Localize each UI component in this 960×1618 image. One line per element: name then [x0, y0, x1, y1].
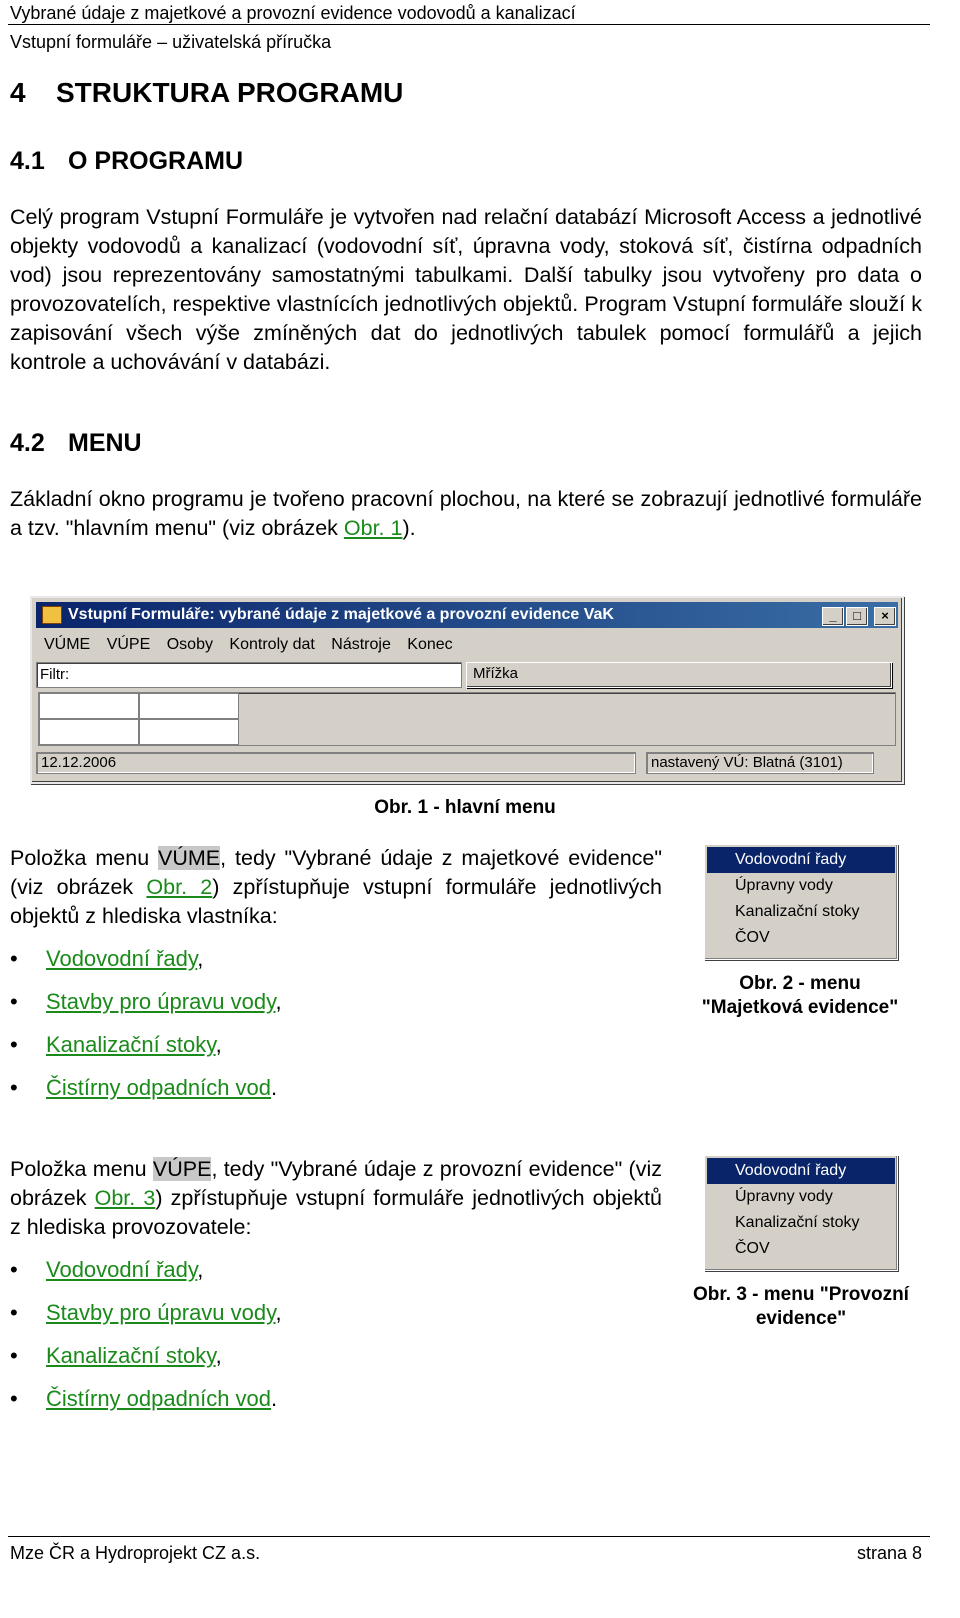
menu-item-kanalizacni-stoky[interactable]: Kanalizační stoky	[735, 903, 860, 920]
section-number: 4.2	[10, 429, 45, 457]
status-vu: nastavený VÚ: Blatná (3101)	[646, 752, 874, 774]
paragraph-text: Položka menu	[10, 1157, 153, 1181]
main-menubar	[38, 634, 459, 656]
highlight-vupe: VÚPE	[152, 1157, 212, 1181]
list-separator: ,	[275, 989, 282, 1014]
link-cistirny-odpadnich-vod[interactable]: Čistírny odpadních vod	[46, 1075, 272, 1100]
paragraph-text: ) zpřístupňuje vstupní formuláře jednotlivých objektů z hlediska provozovatele:	[10, 1186, 663, 1239]
menu-item-osoby[interactable]: Osoby	[166, 636, 213, 653]
grid-cell[interactable]	[139, 719, 239, 745]
section-4-1-paragraph: Celý program Vstupní Formuláře je vytvořen nad relační databází Microsoft Access a jednotlivé objekty vodovodů a kanalizací (vodovodní síť, úpravna vody, stoková síť, čistírna odpadních vod) jsou reprezentovány samostatnými tabulkami. Další tabulky jsou vytvořeny pro data o provozovatelích, respektive vlastnících jednotlivých objektů. Program Vstupní formuláře slouží k zapisování všech výše zmíněných dat do jednotlivých tabulek pomocí formulářů a jejich kontrole a uchovávání v databázi.	[10, 205, 922, 374]
menu-item-vupe[interactable]: VÚPE	[106, 636, 151, 653]
list-separator: ,	[215, 1343, 222, 1368]
list-item	[10, 1385, 282, 1428]
window-titlebar	[36, 602, 898, 628]
footer-page-number: strana 8	[856, 1543, 922, 1563]
main-window-screenshot	[30, 596, 904, 784]
figure-link-obr-1[interactable]: Obr. 1	[343, 516, 403, 540]
vupe-paragraph	[10, 1155, 662, 1242]
section-title: O PROGRAMU	[68, 147, 243, 175]
list-item	[10, 1074, 282, 1117]
menu-item-kontroly-dat[interactable]: Kontroly dat	[229, 636, 315, 653]
menu-provozni-evidence	[704, 1155, 898, 1271]
section-4-2-paragraph	[10, 485, 922, 543]
link-stavby-pro-upravu-vody[interactable]: Stavby pro úpravu vody	[46, 989, 276, 1014]
menu-item-vume[interactable]: VÚME	[44, 636, 91, 653]
list-separator: ,	[275, 1300, 282, 1325]
running-header-subtitle: Vstupní formuláře – uživatelská příručka	[10, 32, 332, 52]
grid-cell[interactable]	[39, 719, 139, 745]
menu-item-upravny-vody[interactable]: Úpravny vody	[735, 1188, 833, 1205]
link-kanalizacni-stoky[interactable]: Kanalizační stoky	[46, 1343, 216, 1368]
paragraph-text: ) zpřístupňuje vstupní formuláře jednotlivých objektů z hlediska vlastníka:	[10, 875, 663, 928]
link-vodovodni-rady[interactable]: Vodovodní řady	[46, 946, 198, 971]
list-item	[10, 988, 282, 1031]
caption-line: evidence"	[755, 1308, 847, 1329]
list-item	[10, 1031, 282, 1074]
section-heading-4-2	[10, 428, 142, 458]
figure-caption-3	[676, 1283, 926, 1331]
link-kanalizacni-stoky[interactable]: Kanalizační stoky	[46, 1032, 216, 1057]
highlight-vume: VÚME	[158, 846, 221, 870]
list-item	[10, 1342, 282, 1385]
figure-caption-2	[680, 972, 920, 1020]
minimize-button[interactable]: _	[822, 607, 844, 626]
paragraph-text: ).	[402, 516, 416, 540]
caption-line: "Majetková evidence"	[701, 997, 899, 1018]
filter-input[interactable]: Filtr:	[36, 662, 462, 688]
list-item	[10, 945, 282, 988]
menu-item-nastroje[interactable]: Nástroje	[331, 636, 391, 653]
menu-item-cov[interactable]: ČOV	[735, 1240, 770, 1257]
list-separator: .	[271, 1075, 278, 1100]
section-title: MENU	[68, 429, 142, 457]
section-number: 4.1	[10, 147, 45, 175]
app-icon	[42, 606, 62, 624]
window-title: Vstupní Formuláře: vybrané údaje z majetkové a provozní evidence VaK	[68, 606, 614, 623]
figure-caption-1: Obr. 1 - hlavní menu	[374, 797, 556, 818]
chapter-heading	[10, 76, 403, 110]
grid-cell[interactable]	[39, 693, 139, 719]
paragraph-text: Položka menu	[10, 846, 159, 870]
close-button[interactable]: ×	[874, 607, 896, 626]
menu-item-upravny-vody[interactable]: Úpravny vody	[735, 877, 833, 894]
paragraph-text: Základní okno programu je tvořeno pracovní plochou, na které se zobrazují jednotlivé formuláře a tzv. "hlavním menu" (viz obrázek	[10, 487, 922, 540]
list-separator: ,	[197, 1257, 204, 1282]
caption-line: Obr. 3 - menu "Provozní	[693, 1284, 909, 1305]
maximize-button[interactable]: □	[846, 607, 868, 626]
link-stavby-pro-upravu-vody[interactable]: Stavby pro úpravu vody	[46, 1300, 276, 1325]
section-heading-4-1	[10, 146, 243, 176]
grid-button[interactable]: Mřížka	[466, 662, 892, 688]
header-rule	[8, 24, 930, 25]
figure-link-obr-3[interactable]: Obr. 3	[94, 1186, 156, 1210]
list-item	[10, 1299, 282, 1342]
caption-line: Obr. 2 - menu	[739, 973, 861, 994]
vume-object-list	[10, 945, 282, 1117]
list-separator: ,	[215, 1032, 222, 1057]
chapter-number: 4	[10, 77, 26, 108]
link-vodovodni-rady[interactable]: Vodovodní řady	[46, 1257, 198, 1282]
status-date: 12.12.2006	[36, 752, 636, 774]
paragraph-text: , tedy "Vybrané údaje z provozní evidence" (viz obrázek	[10, 1157, 662, 1210]
list-separator: .	[271, 1386, 278, 1411]
link-cistirny-odpadnich-vod[interactable]: Čistírny odpadních vod	[46, 1386, 272, 1411]
footer-rule	[8, 1536, 930, 1537]
list-separator: ,	[197, 946, 204, 971]
data-grid	[38, 692, 896, 746]
menu-item-konec[interactable]: Konec	[407, 636, 453, 653]
vume-paragraph	[10, 844, 662, 931]
chapter-title: STRUKTURA PROGRAMU	[56, 77, 404, 108]
menu-item-vodovodni-rady[interactable]: Vodovodní řady	[707, 1158, 895, 1184]
list-item	[10, 1256, 282, 1299]
menu-item-kanalizacni-stoky[interactable]: Kanalizační stoky	[735, 1214, 860, 1231]
menu-majetkova-evidence	[704, 844, 898, 960]
grid-cell[interactable]	[139, 693, 239, 719]
vupe-object-list	[10, 1256, 282, 1428]
menu-item-vodovodni-rady[interactable]: Vodovodní řady	[707, 847, 895, 873]
menu-item-cov[interactable]: ČOV	[735, 929, 770, 946]
running-header-title: Vybrané údaje z majetkové a provozní evidence vodovodů a kanalizací	[10, 3, 576, 23]
figure-link-obr-2[interactable]: Obr. 2	[146, 875, 213, 899]
paragraph-text: , tedy "Vybrané údaje z majetkové evidence" (viz obrázek	[10, 846, 662, 899]
footer-left: Mze ČR a Hydroprojekt CZ a.s.	[10, 1543, 261, 1563]
